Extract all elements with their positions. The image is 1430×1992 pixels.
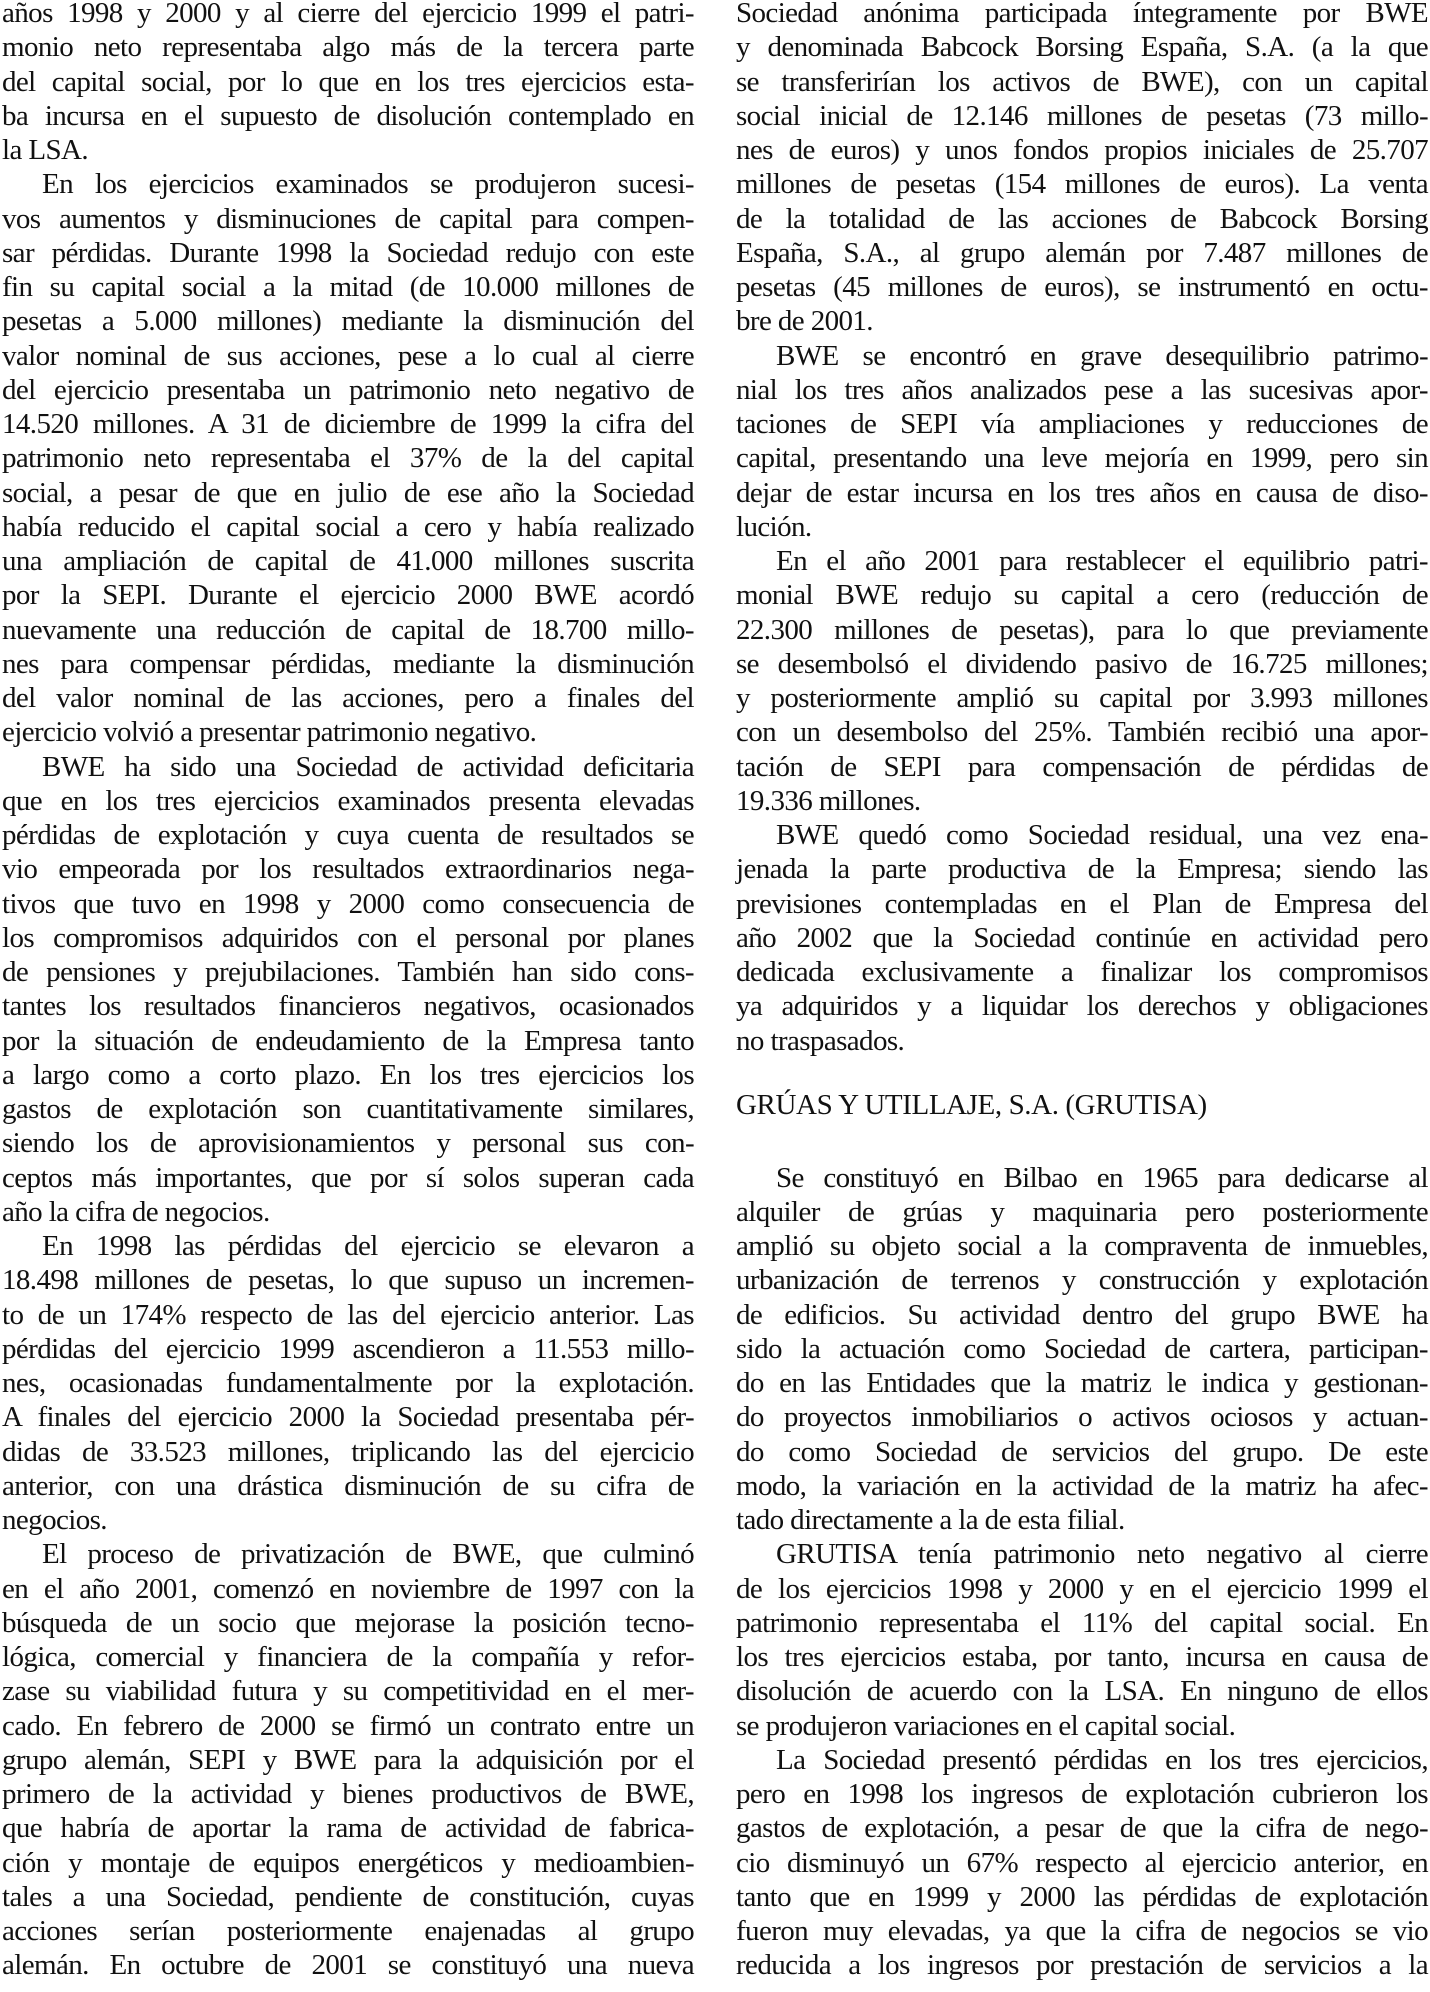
text-line: los tres ejercicios estaba, por tanto, incursa en causa de	[736, 1641, 1428, 1673]
text-line: En el año 2001 para restablecer el equilibrio patri-	[776, 545, 1428, 577]
text-line: del valor nominal de las acciones, pero a finales del	[2, 682, 694, 714]
text-line: 22.300 millones de pesetas), para lo que previamente	[736, 613, 1428, 646]
text-line: en el año 2001, comenzó en noviembre de 1997 con la	[2, 1572, 694, 1605]
text-line: pesetas a 5.000 millones) mediante la disminución del	[2, 305, 694, 338]
text-line: fueron muy elevadas, ya que la cifra de negocios se vio	[736, 1915, 1428, 1947]
text-line: había reducido el capital social a cero y había realizado	[2, 510, 694, 543]
text-line: ba incursa en el supuesto de disolución contemplado en	[2, 99, 694, 132]
text-line: negocios.	[2, 1504, 107, 1536]
text-line: de edificios. Su actividad dentro del grupo BWE ha	[736, 1298, 1428, 1331]
text-line: España, S.A., al grupo alemán por 7.487 millones de	[736, 236, 1428, 269]
text-line: 19.336 millones.	[736, 784, 921, 817]
text-line: valor nominal de sus acciones, pese a lo cual al cierre	[2, 339, 694, 372]
text-line: to de un 174% respecto de las del ejercicio anterior. Las	[2, 1298, 694, 1331]
paragraph	[736, 339, 1428, 545]
text-line: En los ejercicios examinados se produjeron sucesi-	[42, 168, 694, 201]
text-line: por la situación de endeudamiento de la Empresa tanto	[2, 1024, 694, 1057]
text-line: social, a pesar de que en julio de ese año la Sociedad	[2, 476, 694, 509]
text-line: tales a una Sociedad, pendiente de constitución, cuyas	[2, 1880, 694, 1913]
text-line: vos aumentos y disminuciones de capital para compen-	[2, 202, 694, 235]
text-line: gastos de explotación, a pesar de que la cifra de nego-	[736, 1812, 1428, 1845]
text-line: patrimonio representaba el 11% del capital social. En	[736, 1606, 1428, 1639]
text-line: del ejercicio presentaba un patrimonio neto negativo de	[2, 373, 694, 406]
text-line: una ampliación de capital de 41.000 millones suscrita	[2, 545, 694, 577]
text-line: y posteriormente amplió su capital por 3.993 millones	[736, 682, 1428, 714]
text-line: siendo los de aprovisionamientos y personal sus con-	[2, 1127, 694, 1160]
text-line: de pensiones y prejubilaciones. También han sido cons-	[2, 956, 694, 988]
text-line: y denominada Babcock Borsing España, S.A. (a la que	[736, 31, 1428, 64]
text-line: monial BWE redujo su capital a cero (reducción de	[736, 579, 1428, 612]
text-line: disolución de acuerdo con la LSA. En ninguno de ellos	[736, 1675, 1428, 1708]
text-line: búsqueda de un socio que mejorase la posición tecno-	[2, 1606, 694, 1639]
text-line: pero en 1998 los ingresos de explotación cubrieron los	[736, 1778, 1428, 1810]
paragraph	[2, 1537, 694, 1982]
text-line: los compromisos adquiridos con el personal por planes	[2, 921, 694, 954]
text-line: BWE ha sido una Sociedad de actividad deficitaria	[42, 750, 694, 783]
text-line: tantes los resultados financieros negativos, ocasionados	[2, 990, 694, 1023]
paragraph	[2, 1229, 694, 1537]
text-line: que en los tres ejercicios examinados presenta elevadas	[2, 784, 694, 817]
text-line: ceptos más importantes, que por sí solos superan cada	[2, 1161, 694, 1194]
text-line: capital, presentando una leve mejoría en 1999, pero sin	[736, 442, 1428, 475]
text-line: gastos de explotación son cuantitativamente similares,	[2, 1093, 694, 1125]
text-line: do en las Entidades que la matriz le indica y gestionan-	[736, 1367, 1428, 1399]
text-line: pérdidas de explotación y cuya cuenta de resultados se	[2, 819, 694, 851]
text-line: previsiones contempladas en el Plan de Empresa del	[736, 887, 1428, 920]
text-line: ejercicio volvió a presentar patrimonio negativo.	[2, 716, 537, 749]
text-line: millones de pesetas (154 millones de euros). La venta	[736, 168, 1428, 201]
text-line: reducida a los ingresos por prestación de servicios a la	[736, 1949, 1428, 1982]
text-line: cado. En febrero de 2000 se firmó un contrato entre un	[2, 1709, 694, 1742]
text-line: nes para compensar pérdidas, mediante la disminución	[2, 647, 694, 680]
text-line: La Sociedad presentó pérdidas en los tres ejercicios,	[776, 1743, 1428, 1776]
text-line: se transferirían los activos de BWE), con un capital	[736, 65, 1428, 98]
paragraph	[736, 1743, 1428, 1983]
text-line: nuevamente una reducción de capital de 18.700 millo-	[2, 613, 694, 646]
text-line: zase su viabilidad futura y su competitividad en el mer-	[2, 1675, 694, 1708]
text-line: Se constituyó en Bilbao en 1965 para dedicarse al	[776, 1161, 1428, 1194]
text-column-left	[2, 0, 694, 1983]
text-line: nes, ocasionadas fundamentalmente por la explotación.	[2, 1367, 694, 1399]
text-line: fin su capital social a la mitad (de 10.000 millones de	[2, 271, 694, 303]
text-line: Sociedad anónima participada íntegramente por BWE	[736, 0, 1428, 29]
text-line: lución.	[736, 510, 812, 543]
text-line: nial los tres años analizados pese a las sucesivas apor-	[736, 373, 1428, 406]
text-line: cio disminuyó un 67% respecto al ejercicio anterior, en	[736, 1846, 1428, 1879]
text-line: pérdidas del ejercicio 1999 ascendieron a 11.553 millo-	[2, 1332, 694, 1365]
text-line: A finales del ejercicio 2000 la Sociedad presentaba pér-	[2, 1401, 694, 1434]
text-line: por la SEPI. Durante el ejercicio 2000 BWE acordó	[2, 579, 694, 612]
text-line: jenada la parte productiva de la Empresa; siendo las	[736, 853, 1428, 886]
paragraph	[736, 544, 1428, 818]
text-line: tivos que tuvo en 1998 y 2000 como consecuencia de	[2, 887, 694, 920]
text-line: se desembolsó el dividendo pasivo de 16.725 millones;	[736, 647, 1428, 680]
text-line: monio neto representaba algo más de la tercera parte	[2, 31, 694, 64]
text-line: 14.520 millones. A 31 de diciembre de 1999 la cifra del	[2, 408, 694, 440]
text-line: bre de 2001.	[736, 305, 873, 338]
text-line: año la cifra de negocios.	[2, 1195, 270, 1228]
text-line: sar pérdidas. Durante 1998 la Sociedad redujo con este	[2, 236, 694, 269]
text-line: año 2002 que la Sociedad continúe en actividad pero	[736, 921, 1428, 954]
text-line: GRUTISA tenía patrimonio neto negativo al cierre	[776, 1538, 1428, 1571]
paragraph	[736, 1161, 1428, 1538]
text-line: años 1998 y 2000 y al cierre del ejercicio 1999 el patri-	[2, 0, 694, 29]
text-line: pesetas (45 millones de euros), se instrumentó en octu-	[736, 271, 1428, 303]
text-line: ción y montaje de equipos energéticos y medioambien-	[2, 1846, 694, 1879]
text-line: se produjeron variaciones en el capital social.	[736, 1709, 1236, 1742]
text-line: patrimonio neto representaba el 37% de la del capital	[2, 442, 694, 475]
text-line: la LSA.	[2, 134, 89, 166]
text-line: alquiler de grúas y maquinaria pero posteriormente	[736, 1195, 1428, 1228]
paragraph	[2, 0, 694, 167]
text-line: dejar de estar incursa en los tres años en causa de diso-	[736, 476, 1428, 509]
text-line: de la totalidad de las acciones de Babcock Borsing	[736, 202, 1428, 235]
text-line: tación de SEPI para compensación de pérdidas de	[736, 750, 1428, 783]
text-line: didas de 33.523 millones, triplicando las del ejercicio	[2, 1435, 694, 1468]
text-line: nes de euros) y unos fondos propios iniciales de 25.707	[736, 134, 1428, 166]
text-line: 18.498 millones de pesetas, lo que supuso un incremen-	[2, 1264, 694, 1297]
text-line: dedicada exclusivamente a finalizar los compromisos	[736, 956, 1428, 988]
text-line: tanto que en 1999 y 2000 las pérdidas de explotación	[736, 1880, 1428, 1913]
paragraph	[2, 167, 694, 749]
text-line: a largo como a corto plazo. En los tres ejercicios los	[2, 1058, 694, 1091]
text-line: social inicial de 12.146 millones de pesetas (73 millo-	[736, 99, 1428, 132]
text-line: anterior, con una drástica disminución de su cifra de	[2, 1469, 694, 1502]
paragraph	[2, 750, 694, 1230]
text-line: taciones de SEPI vía ampliaciones y reducciones de	[736, 408, 1428, 440]
text-line: con un desembolso del 25%. También recibió una apor-	[736, 716, 1428, 749]
paragraph	[736, 818, 1428, 1058]
text-line: En 1998 las pérdidas del ejercicio se elevaron a	[42, 1230, 694, 1262]
text-line: do como Sociedad de servicios del grupo. De este	[736, 1435, 1428, 1468]
text-column-right	[736, 0, 1428, 1983]
text-line: vio empeorada por los resultados extraordinarios nega-	[2, 853, 694, 886]
text-line: tado directamente a la de esta filial.	[736, 1504, 1125, 1536]
paragraph	[736, 1537, 1428, 1743]
text-line: de los ejercicios 1998 y 2000 y en el ejercicio 1999 el	[736, 1572, 1428, 1605]
text-line: primero de la actividad y bienes productivos de BWE,	[2, 1778, 694, 1810]
text-line: BWE se encontró en grave desequilibrio patrimo-	[776, 339, 1428, 372]
text-line: do proyectos inmobiliarios o activos ociosos y actuan-	[736, 1401, 1428, 1434]
text-line: ya adquiridos y a liquidar los derechos y obligaciones	[736, 990, 1428, 1023]
text-line: que habría de aportar la rama de actividad de fabrica-	[2, 1812, 694, 1845]
text-line: acciones serían posteriormente enajenadas al grupo	[2, 1915, 694, 1947]
text-line: urbanización de terrenos y construcción y explotación	[736, 1264, 1428, 1297]
text-line: El proceso de privatización de BWE, que culminó	[42, 1538, 694, 1571]
text-line: alemán. En octubre de 2001 se constituyó una nueva	[2, 1949, 694, 1982]
text-line: BWE quedó como Sociedad residual, una vez ena-	[776, 819, 1428, 851]
text-line: lógica, comercial y financiera de la compañía y refor-	[2, 1641, 694, 1673]
text-line: amplió su objeto social a la compraventa de inmuebles,	[736, 1230, 1428, 1262]
text-line: grupo alemán, SEPI y BWE para la adquisición por el	[2, 1743, 694, 1776]
text-line: modo, la variación en la actividad de la matriz ha afec-	[736, 1469, 1428, 1502]
paragraph	[736, 0, 1428, 339]
text-line: sido la actuación como Sociedad de cartera, participan-	[736, 1332, 1428, 1365]
text-line: no traspasados.	[736, 1024, 905, 1057]
text-line: del capital social, por lo que en los tres ejercicios esta-	[2, 65, 694, 98]
section-heading: GRÚAS Y UTILLAJE, S.A. (GRUTISA)	[736, 1088, 1207, 1121]
